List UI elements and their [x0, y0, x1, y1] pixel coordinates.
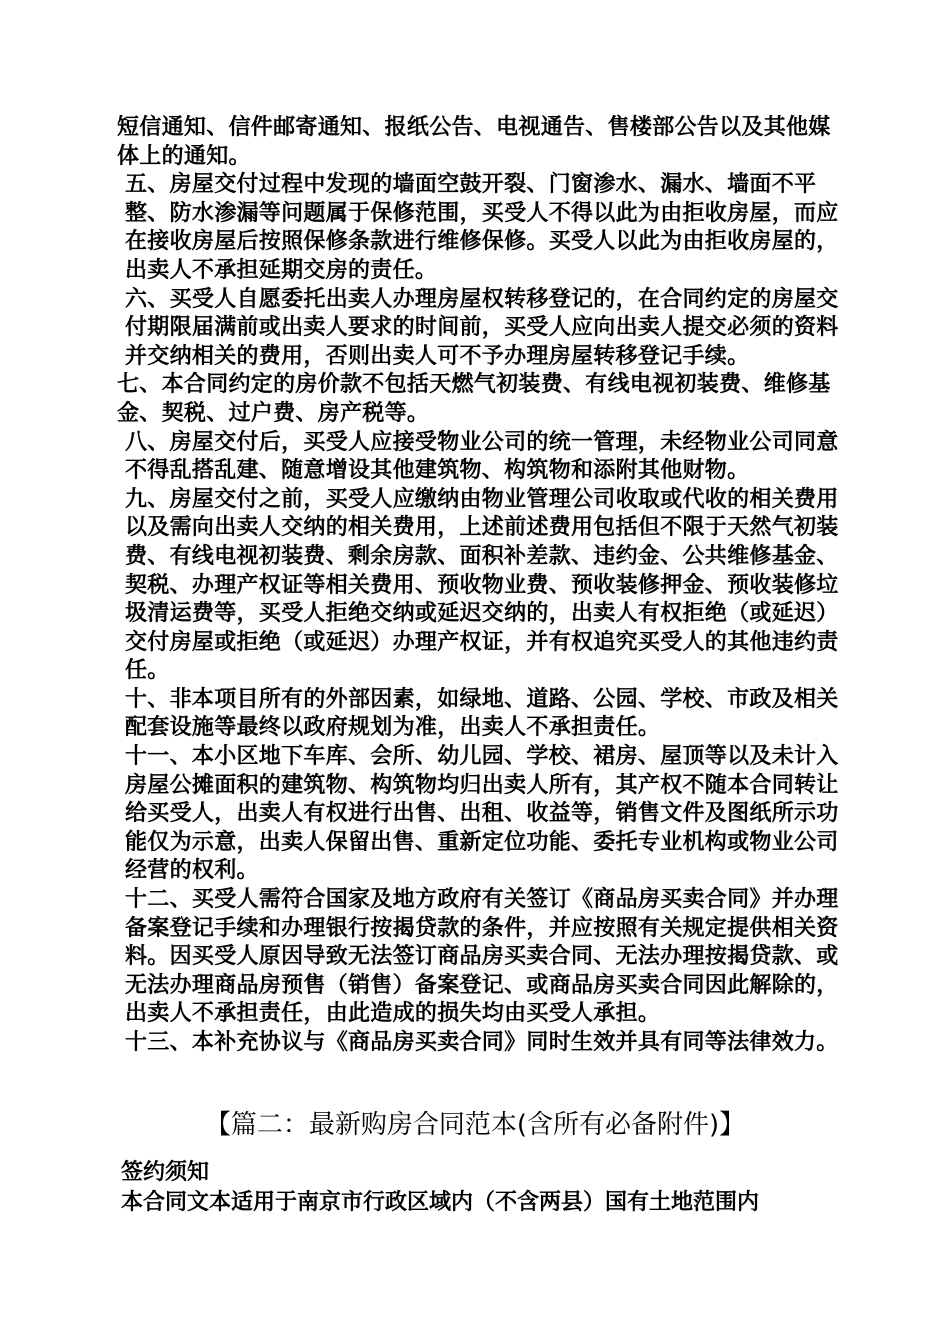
clause-7: 七、本合同约定的房价款不包括天燃气初装费、有线电视初装费、维修基金、契税、过户费、房产税等。: [117, 372, 831, 426]
notice-text: 本合同文本适用于南京市行政区域内（不含两县）国有土地范围内: [121, 1190, 760, 1215]
clause-6: 六、买受人自愿委托出卖人办理房屋权转移登记的，在合同约定的房屋交付期限届满前或出卖人要求的时间前，买受人应向出卖人提交必须的资料并交纳相关的费用，否则出卖人可不予办理房屋转移登记手续。: [125, 286, 839, 369]
clause-9: 九、房屋交付之前，买受人应缴纳由物业管理公司收取或代收的相关费用以及需向出卖人交纳的相关费用，上述前述费用包括但不限于天然气初装费、有线电视初装费、剩余房款、面积补差款、违约金、公共维修基金、契税、办理产权证等相关费用、预收物业费、预收装修押金、预收装修垃圾清运费等，买受人拒绝交纳或延迟交纳的，出卖人有权拒绝（或延迟）交付房屋或拒绝（或延迟）办理产权证，并有权追究买受人的其他违约责任。: [125, 486, 839, 684]
clause-11: 十一、本小区地下车库、会所、幼儿园、学校、裙房、屋顶等以及未计入房屋公摊面积的建筑物、构筑物均归出卖人所有，其产权不随本合同转让给买受人，出卖人有权进行出售、出租、收益等，销售文件及图纸所示功能仅为示意，出卖人保留出售、重新定位功能、委托专业机构或物业公司经营的权利。: [125, 744, 839, 884]
clause-continuation: 短信通知、信件邮寄通知、报纸公告、电视通告、售楼部公告以及其他媒体上的通知。: [117, 115, 831, 169]
clause-5: 五、房屋交付过程中发现的墙面空鼓开裂、门窗渗水、漏水、墙面不平整、防水渗漏等问题属于保修范围，买受人不得以此为由拒收房屋，而应在接收房屋后按照保修条款进行维修保修。买受人以此为由拒收房屋的，出卖人不承担延期交房的责任。: [125, 172, 839, 283]
clause-12: 十二、买受人需符合国家及地方政府有关签订《商品房买卖合同》并办理备案登记手续和办理银行按揭贷款的条件，并应按照有关规定提供相关资料。因买受人原因导致无法签订商品房买卖合同、无法办理按揭贷款、或无法办理商品房预售（销售）备案登记、或商品房买卖合同因此解除的，出卖人不承担责任，由此造成的损失均由买受人承担。: [125, 887, 839, 1027]
contract-clauses: [117, 114, 847, 1058]
signing-notice: [121, 1158, 841, 1218]
clause-8: 八、房屋交付后，买受人应接受物业公司的统一管理，未经物业公司同意不得乱搭乱建、随意增设其他建筑物、构筑物和添附其他财物。: [125, 429, 839, 484]
section-heading: 【篇二：最新购房合同范本(含所有必备附件)】: [204, 1110, 746, 1140]
clause-13: 十三、本补充协议与《商品房买卖合同》同时生效并具有同等法律效力。: [125, 1030, 839, 1055]
notice-title: 签约须知: [121, 1160, 210, 1185]
clause-10: 十、非本项目所有的外部因素，如绿地、道路、公园、学校、市政及相关配套设施等最终以政府规划为准，出卖人不承担责任。: [125, 686, 839, 741]
